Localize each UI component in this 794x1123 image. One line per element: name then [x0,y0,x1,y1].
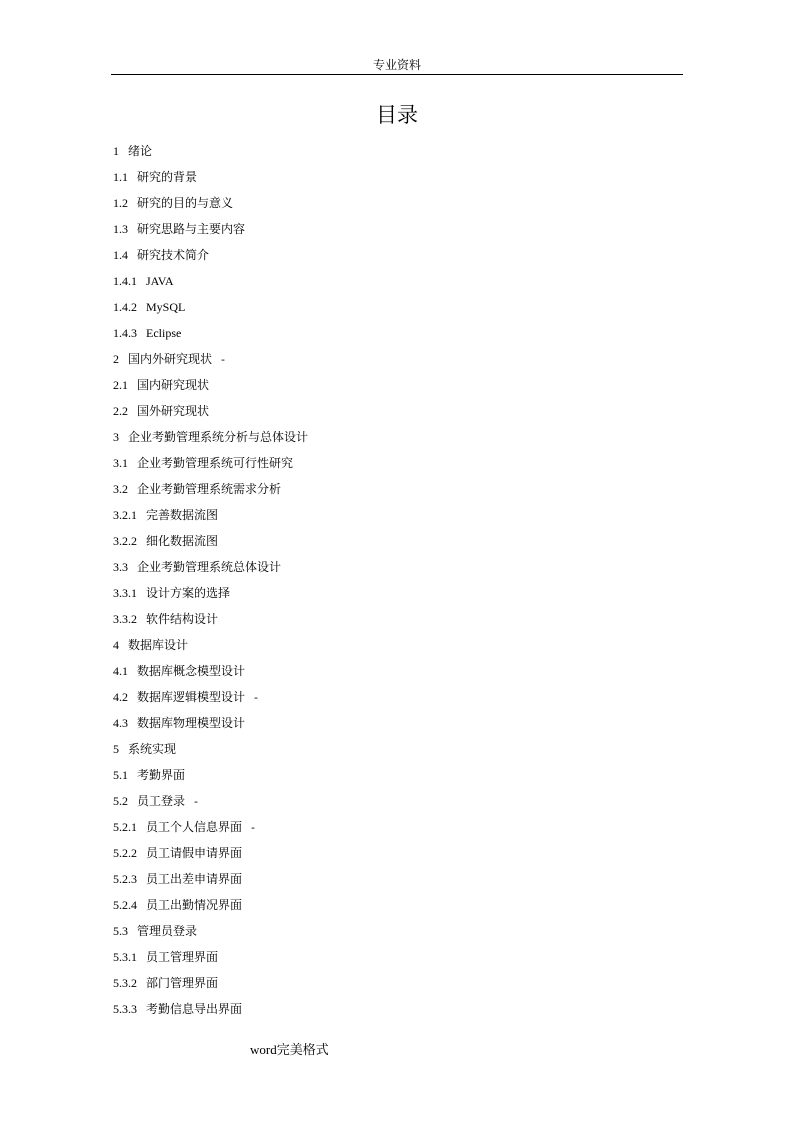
toc-entry-number: 1 [113,144,119,158]
toc-entry-title: 企业考勤管理系统可行性研究 [137,456,294,470]
toc-entry-leader: - [221,353,225,366]
toc-entry[interactable] [113,450,693,476]
toc-entry-number: 4.1 [113,664,128,678]
toc-entry[interactable] [113,242,693,268]
toc-entry[interactable] [113,840,693,866]
toc-entry-number: 2.1 [113,378,128,392]
toc-entry[interactable] [113,528,693,554]
toc-entry-title: 员工个人信息界面 [146,820,243,834]
toc-entry-title: 考勤信息导出界面 [146,1002,243,1016]
toc-entry[interactable] [113,554,693,580]
toc-entry-title: 设计方案的选择 [146,586,231,600]
toc-entry[interactable] [113,346,693,372]
toc-entry-title: 企业考勤管理系统总体设计 [137,560,282,574]
toc-entry-number: 5 [113,742,119,756]
toc-entry-leader: - [251,821,255,834]
toc-entry-number: 3.2 [113,482,128,496]
toc-entry-number: 4.2 [113,690,128,704]
footer-prefix: word [250,1042,277,1057]
toc-entry-title: 数据库概念模型设计 [137,664,246,678]
toc-entry-number: 1.3 [113,222,128,236]
toc-entry[interactable] [113,502,693,528]
toc-entry[interactable] [113,866,693,892]
toc-entry-number: 5.3.1 [113,950,137,964]
toc-entry[interactable] [113,424,693,450]
toc-entry[interactable] [113,190,693,216]
toc-entry-title: 员工出勤情况界面 [146,898,243,912]
toc-entry[interactable] [113,684,693,710]
toc-entry[interactable] [113,606,693,632]
toc-entry[interactable] [113,398,693,424]
toc-entry[interactable] [113,138,693,164]
toc-entry-title: 研究思路与主要内容 [137,222,246,236]
toc-entry-number: 5.1 [113,768,128,782]
toc-entry-title: 企业考勤管理系统需求分析 [137,482,282,496]
toc-entry-title: 企业考勤管理系统分析与总体设计 [128,430,309,444]
toc-entry-title: 员工出差申请界面 [146,872,243,886]
toc-entry[interactable] [113,944,693,970]
toc-entry[interactable] [113,788,693,814]
toc-entry-title: JAVA [146,274,174,288]
toc-entry[interactable] [113,892,693,918]
toc-entry-title: 管理员登录 [137,924,198,938]
toc-entry-number: 5.2.2 [113,846,137,860]
toc-entry-number: 5.2.1 [113,820,137,834]
toc-entry-number: 4 [113,638,119,652]
toc-entry[interactable] [113,580,693,606]
toc-entry[interactable] [113,996,693,1022]
toc-entry[interactable] [113,320,693,346]
toc-entry[interactable] [113,814,693,840]
toc-entry-title: 国外研究现状 [137,404,210,418]
toc-entry-number: 1.4 [113,248,128,262]
toc-entry-number: 3.3 [113,560,128,574]
toc-entry[interactable] [113,476,693,502]
toc-entry-leader: - [194,795,198,808]
toc-entry-title: 考勤界面 [137,768,186,782]
toc-entry[interactable] [113,736,693,762]
toc-entry[interactable] [113,970,693,996]
toc-entry-title: 软件结构设计 [146,612,219,626]
toc-entry-leader: - [254,691,258,704]
toc-entry-title: 研究技术简介 [137,248,210,262]
toc-entry-title: 员工管理界面 [146,950,219,964]
toc-entry-number: 1.4.1 [113,274,137,288]
toc-entry-title: 数据库逻辑模型设计 [137,690,246,704]
toc-entry-number: 2 [113,352,119,366]
toc-entry-number: 5.3.3 [113,1002,137,1016]
toc-entry-title: 系统实现 [128,742,177,756]
toc-entry[interactable] [113,710,693,736]
toc-entry[interactable] [113,268,693,294]
toc-entry-number: 3.1 [113,456,128,470]
toc-entry-number: 5.3 [113,924,128,938]
header-text: 专业资料 [372,58,421,72]
toc-entry-number: 4.3 [113,716,128,730]
toc-entry-title: 国内研究现状 [137,378,210,392]
toc-entry-number: 3.2.2 [113,534,137,548]
toc-entry-title: 员工请假申请界面 [146,846,243,860]
toc-entry-title: 部门管理界面 [146,976,219,990]
toc-entry-number: 1.1 [113,170,128,184]
toc-entry[interactable] [113,164,693,190]
toc-entry-number: 3.3.1 [113,586,137,600]
footer-text: 完美格式 [276,1043,329,1058]
toc-entry-number: 5.2 [113,794,128,808]
toc-entry[interactable] [113,762,693,788]
toc-entry-number: 2.2 [113,404,128,418]
toc-entry-title: 细化数据流图 [146,534,219,548]
toc-entry-title: 员工登录 [137,794,186,808]
toc-entry[interactable] [113,372,693,398]
page-title: 目录 [376,103,418,127]
toc-entry-title: Eclipse [146,326,182,340]
toc-entry-title: MySQL [146,300,186,314]
toc-entry-title: 绪论 [128,144,153,158]
toc-entry-number: 5.2.4 [113,898,137,912]
toc-entry-number: 5.2.3 [113,872,137,886]
page-header [111,56,683,75]
toc-entry-number: 1.4.3 [113,326,137,340]
toc-entry-title: 研究的目的与意义 [137,196,234,210]
toc-entry-number: 3.3.2 [113,612,137,626]
page-footer [250,1041,329,1060]
toc-entry[interactable] [113,918,693,944]
toc-entry-number: 3 [113,430,119,444]
toc-entry[interactable] [113,294,693,320]
toc-entry-number: 3.2.1 [113,508,137,522]
toc-entry-title: 数据库设计 [128,638,189,652]
toc-entry-number: 1.2 [113,196,128,210]
toc-entry[interactable] [113,658,693,684]
table-of-contents [113,138,693,1022]
toc-entry-title: 数据库物理模型设计 [137,716,246,730]
toc-entry[interactable] [113,632,693,658]
toc-entry-number: 5.3.2 [113,976,137,990]
toc-entry-title: 国内外研究现状 [128,352,213,366]
toc-entry-title: 研究的背景 [137,170,198,184]
toc-entry-title: 完善数据流图 [146,508,219,522]
toc-entry-number: 1.4.2 [113,300,137,314]
toc-entry[interactable] [113,216,693,242]
